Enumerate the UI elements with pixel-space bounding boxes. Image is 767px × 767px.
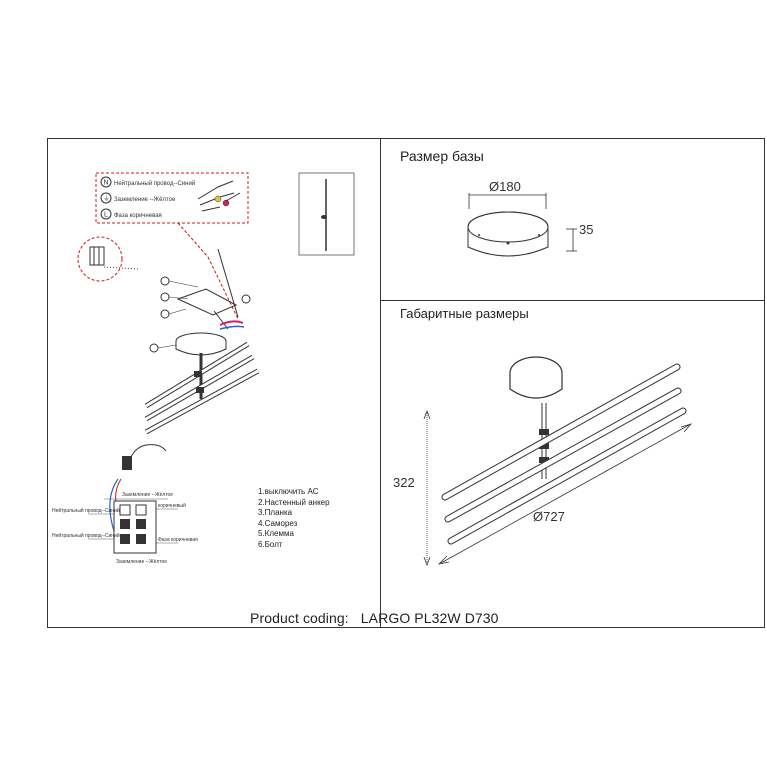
legend-item: 5.Клемма — [258, 529, 294, 538]
base-diameter-label: Ø180 — [489, 179, 521, 194]
legend-item: 2.Настенный анкер — [258, 497, 330, 507]
overall-dimensions-panel — [381, 301, 764, 627]
tb-ground-label: Заземление --Жёлтое — [122, 492, 174, 498]
mounting-exploded-view — [146, 249, 258, 432]
base-height-label: 35 — [579, 222, 594, 237]
instruction-sheet — [47, 138, 765, 628]
base-size-title: Размер базы — [400, 148, 484, 164]
installation-drawing — [48, 139, 381, 629]
ground-letter: ⏚ — [103, 195, 110, 203]
base-size-panel — [381, 139, 764, 301]
side-view-thumbnail — [299, 173, 354, 255]
neutral-letter: N — [103, 179, 109, 187]
neutral-wire-label: Нейтральный провод--Синий — [114, 181, 196, 187]
tb-phase-label: Фаза коричневая — [158, 537, 198, 543]
legend-item: 1.выключить AC — [258, 487, 319, 496]
parts-legend — [258, 487, 330, 550]
installation-panel — [48, 139, 381, 627]
clamp-detail — [78, 237, 138, 281]
product-coding-value: LARGO PL32W D730 — [360, 610, 499, 626]
dimensions-column — [381, 139, 764, 627]
base-drawing — [381, 139, 766, 301]
tb-ground-bottom-label: Заземление --Жёлтое — [116, 559, 168, 565]
tb-neutral-left-label: Нейтральный провод--Синий — [52, 508, 120, 514]
product-coding — [250, 610, 499, 626]
legend-item: 4.Саморез — [258, 518, 298, 528]
overall-dimensions-title: Габаритные размеры — [400, 306, 529, 321]
product-coding-label: Product coding: — [250, 610, 349, 626]
legend-item: 6.Болт — [258, 539, 283, 549]
overall-drawing — [381, 301, 766, 629]
overall-height-label: 322 — [393, 475, 415, 490]
overall-diameter-label: Ø727 — [533, 509, 565, 524]
legend-item: 3.Планка — [258, 508, 293, 517]
terminal-block-diagram — [52, 445, 198, 565]
phase-letter: L — [104, 211, 108, 219]
tb-neutral-left-2-label: Нейтральный провод--Синий — [52, 533, 120, 539]
phase-wire-label: Фаза коричневая — [114, 213, 162, 219]
ground-wire-label: Заземление --Жёлтое — [114, 197, 176, 203]
tb-brown-label: коричневый — [158, 503, 186, 509]
